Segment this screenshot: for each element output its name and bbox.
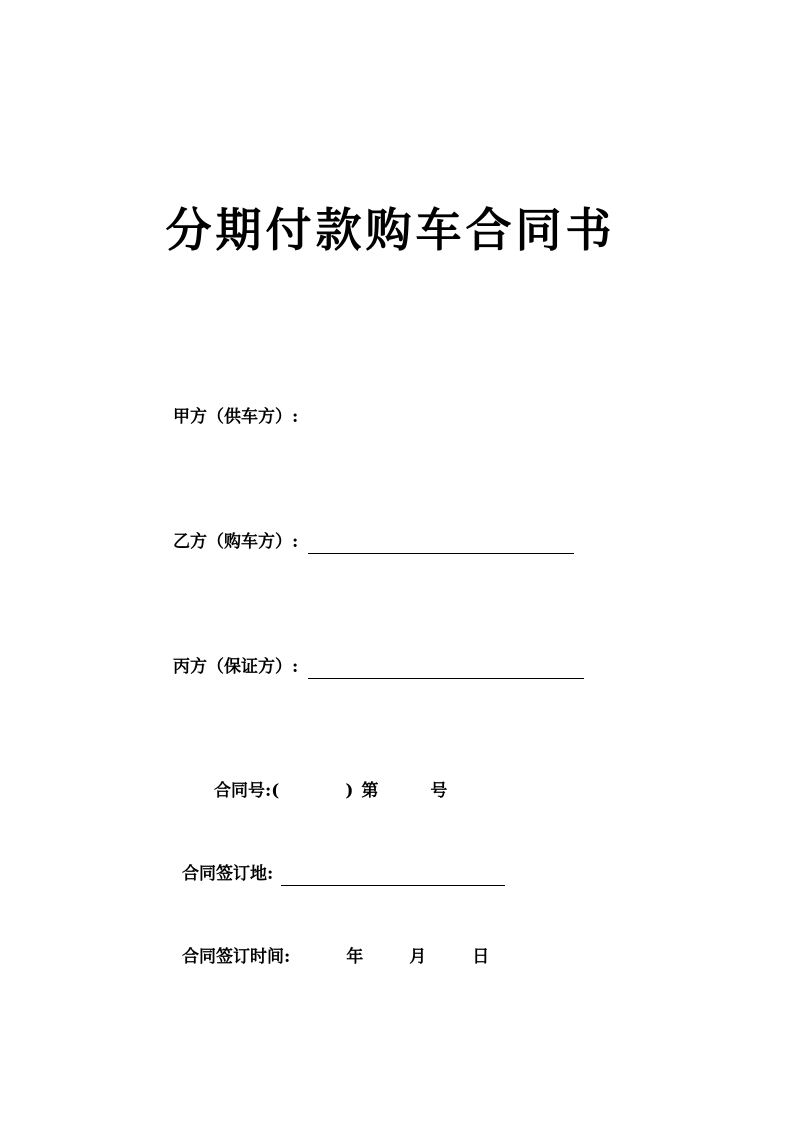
party-b-row xyxy=(173,530,574,554)
party-c-row xyxy=(173,655,584,679)
signing-time-day: 日 xyxy=(472,947,490,967)
signing-place-label: 合同签订地: xyxy=(182,864,274,884)
contract-number-label: 合同号:( xyxy=(214,781,280,801)
party-c-blank-line xyxy=(308,660,584,679)
contract-number-row xyxy=(214,779,447,803)
contract-number-close-paren: ) xyxy=(345,781,354,801)
document-title-text: 分期付款购车合同书 xyxy=(165,203,616,257)
signing-time-year: 年 xyxy=(346,947,364,967)
signing-time-month: 月 xyxy=(409,947,427,967)
party-b-blank-line xyxy=(308,535,574,554)
contract-number-hao: 号 xyxy=(430,781,448,801)
document-title xyxy=(0,198,793,262)
party-a-label: 甲方（供车方）: xyxy=(173,407,299,427)
party-b-label: 乙方（购车方）: xyxy=(173,532,299,552)
party-c-label: 丙方（保证方）: xyxy=(173,657,299,677)
signing-time-row xyxy=(182,945,489,969)
signing-time-label: 合同签订时间: xyxy=(182,947,291,967)
party-a-row xyxy=(173,405,298,429)
signing-place-blank-line xyxy=(281,867,505,886)
signing-place-row xyxy=(182,862,505,886)
contract-number-di: 第 xyxy=(361,781,379,801)
